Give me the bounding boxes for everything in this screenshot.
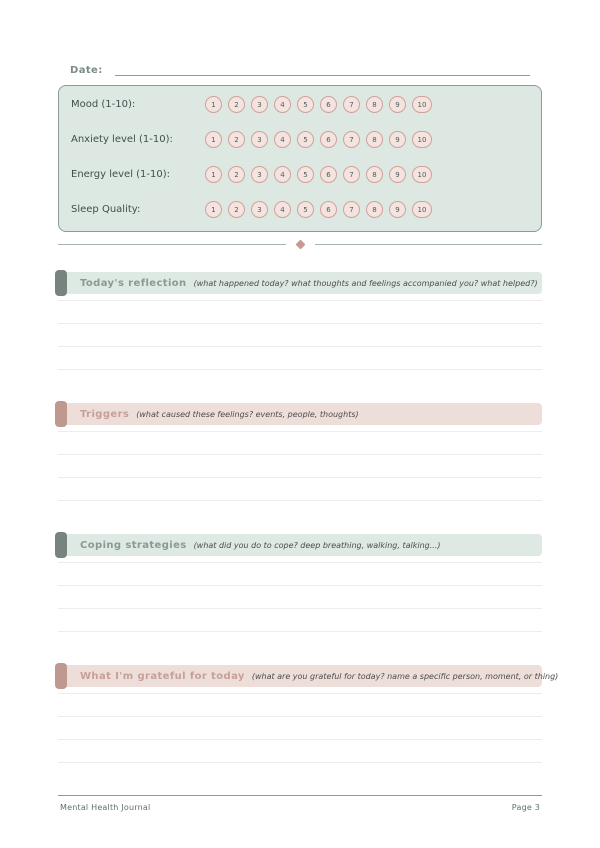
rating-circle[interactable]: 4 [274, 96, 291, 113]
journal-section [58, 272, 542, 370]
section-header [58, 403, 542, 425]
page-content [58, 0, 559, 796]
writing-line[interactable] [58, 347, 542, 370]
rating-circle[interactable]: 6 [320, 166, 337, 183]
section-accent-tab [55, 270, 67, 296]
writing-line[interactable] [58, 455, 542, 478]
rating-circle[interactable]: 10 [412, 166, 432, 183]
rating-circle[interactable]: 9 [389, 166, 406, 183]
rating-circle[interactable]: 5 [297, 96, 314, 113]
rating-circle[interactable]: 3 [251, 201, 268, 218]
writing-line[interactable] [58, 432, 542, 455]
writing-lines-area[interactable] [58, 556, 542, 632]
rating-circle[interactable]: 1 [205, 166, 222, 183]
date-input-line[interactable] [115, 62, 530, 76]
divider-rule [58, 244, 286, 245]
rating-circle[interactable]: 10 [412, 96, 432, 113]
rating-circle[interactable]: 7 [343, 131, 360, 148]
rating-scale [205, 131, 432, 148]
rating-row [71, 157, 541, 192]
rating-row [71, 192, 541, 227]
section-title: What I'm grateful for today [80, 670, 245, 682]
rating-circle[interactable]: 2 [228, 131, 245, 148]
rating-circle[interactable]: 4 [274, 201, 291, 218]
footer-journal-title: Mental Health Journal [60, 803, 151, 812]
rating-circle[interactable]: 5 [297, 166, 314, 183]
rating-circle[interactable]: 2 [228, 201, 245, 218]
rating-circle[interactable]: 7 [343, 201, 360, 218]
writing-lines-area[interactable] [58, 294, 542, 370]
rating-label: Anxiety level (1-10): [71, 134, 173, 145]
writing-line[interactable] [58, 425, 542, 432]
rating-circle[interactable]: 5 [297, 201, 314, 218]
writing-line[interactable] [58, 563, 542, 586]
rating-circle[interactable]: 4 [274, 166, 291, 183]
rating-label: Mood (1-10): [71, 99, 136, 110]
rating-circle[interactable]: 7 [343, 166, 360, 183]
writing-lines-area[interactable] [58, 425, 542, 501]
rating-circle[interactable]: 8 [366, 96, 383, 113]
writing-line[interactable] [58, 294, 542, 301]
rating-circle[interactable]: 3 [251, 96, 268, 113]
writing-line[interactable] [58, 324, 542, 347]
section-accent-tab [55, 663, 67, 689]
sections [58, 272, 559, 763]
writing-line[interactable] [58, 586, 542, 609]
rating-circle[interactable]: 1 [205, 96, 222, 113]
rating-circle[interactable]: 8 [366, 166, 383, 183]
ratings-rows [71, 87, 541, 227]
rating-circle[interactable]: 3 [251, 131, 268, 148]
writing-line[interactable] [58, 478, 542, 501]
rating-scale [205, 201, 432, 218]
section-title: Coping strategies [80, 539, 187, 551]
section-title: Triggers [80, 408, 130, 420]
rating-circle[interactable]: 7 [343, 96, 360, 113]
divider-rule [315, 244, 543, 245]
ratings-box [58, 85, 542, 232]
rating-circle[interactable]: 4 [274, 131, 291, 148]
rating-circle[interactable]: 10 [412, 201, 432, 218]
section-accent-tab [55, 401, 67, 427]
section-hint: (what happened today? what thoughts and feelings accompanied you? what helped?) [193, 278, 538, 288]
rating-circle[interactable]: 9 [389, 131, 406, 148]
writing-line[interactable] [58, 717, 542, 740]
section-accent-tab [55, 532, 67, 558]
writing-line[interactable] [58, 301, 542, 324]
rating-circle[interactable]: 8 [366, 131, 383, 148]
rating-row [71, 122, 541, 157]
section-title: Today's reflection [80, 277, 187, 289]
section-hint: (what did you do to cope? deep breathing, walking, talking...) [193, 540, 441, 550]
section-header [58, 272, 542, 294]
rating-circle[interactable]: 10 [412, 131, 432, 148]
section-divider [58, 240, 542, 249]
journal-section [58, 534, 542, 632]
rating-circle[interactable]: 2 [228, 96, 245, 113]
diamond-divider-icon [295, 240, 305, 250]
date-row [58, 62, 542, 76]
rating-scale [205, 96, 432, 113]
writing-line[interactable] [58, 609, 542, 632]
rating-label: Energy level (1-10): [71, 169, 171, 180]
rating-scale [205, 166, 432, 183]
journal-section [58, 665, 559, 763]
rating-circle[interactable]: 9 [389, 201, 406, 218]
writing-lines-area[interactable] [58, 687, 542, 763]
rating-circle[interactable]: 2 [228, 166, 245, 183]
rating-circle[interactable]: 9 [389, 96, 406, 113]
rating-circle[interactable]: 6 [320, 201, 337, 218]
rating-circle[interactable]: 3 [251, 166, 268, 183]
rating-circle[interactable]: 8 [366, 201, 383, 218]
rating-circle[interactable]: 1 [205, 131, 222, 148]
rating-circle[interactable]: 6 [320, 96, 337, 113]
rating-circle[interactable]: 5 [297, 131, 314, 148]
section-header [58, 665, 559, 687]
section-header [58, 534, 542, 556]
rating-circle[interactable]: 1 [205, 201, 222, 218]
date-label: Date: [70, 65, 103, 76]
page-footer [58, 795, 542, 812]
writing-line[interactable] [58, 694, 542, 717]
section-hint: (what caused these feelings? events, people, thoughts) [136, 409, 359, 419]
rating-label: Sleep Quality: [71, 204, 141, 215]
writing-line[interactable] [58, 556, 542, 563]
footer-page-number: Page 3 [511, 803, 540, 812]
section-hint: (what are you grateful for today? name a specific person, moment, or thing) [251, 671, 559, 681]
journal-section [58, 403, 542, 501]
writing-line[interactable] [58, 740, 542, 763]
writing-line[interactable] [58, 687, 542, 694]
rating-circle[interactable]: 6 [320, 131, 337, 148]
rating-row [71, 87, 541, 122]
